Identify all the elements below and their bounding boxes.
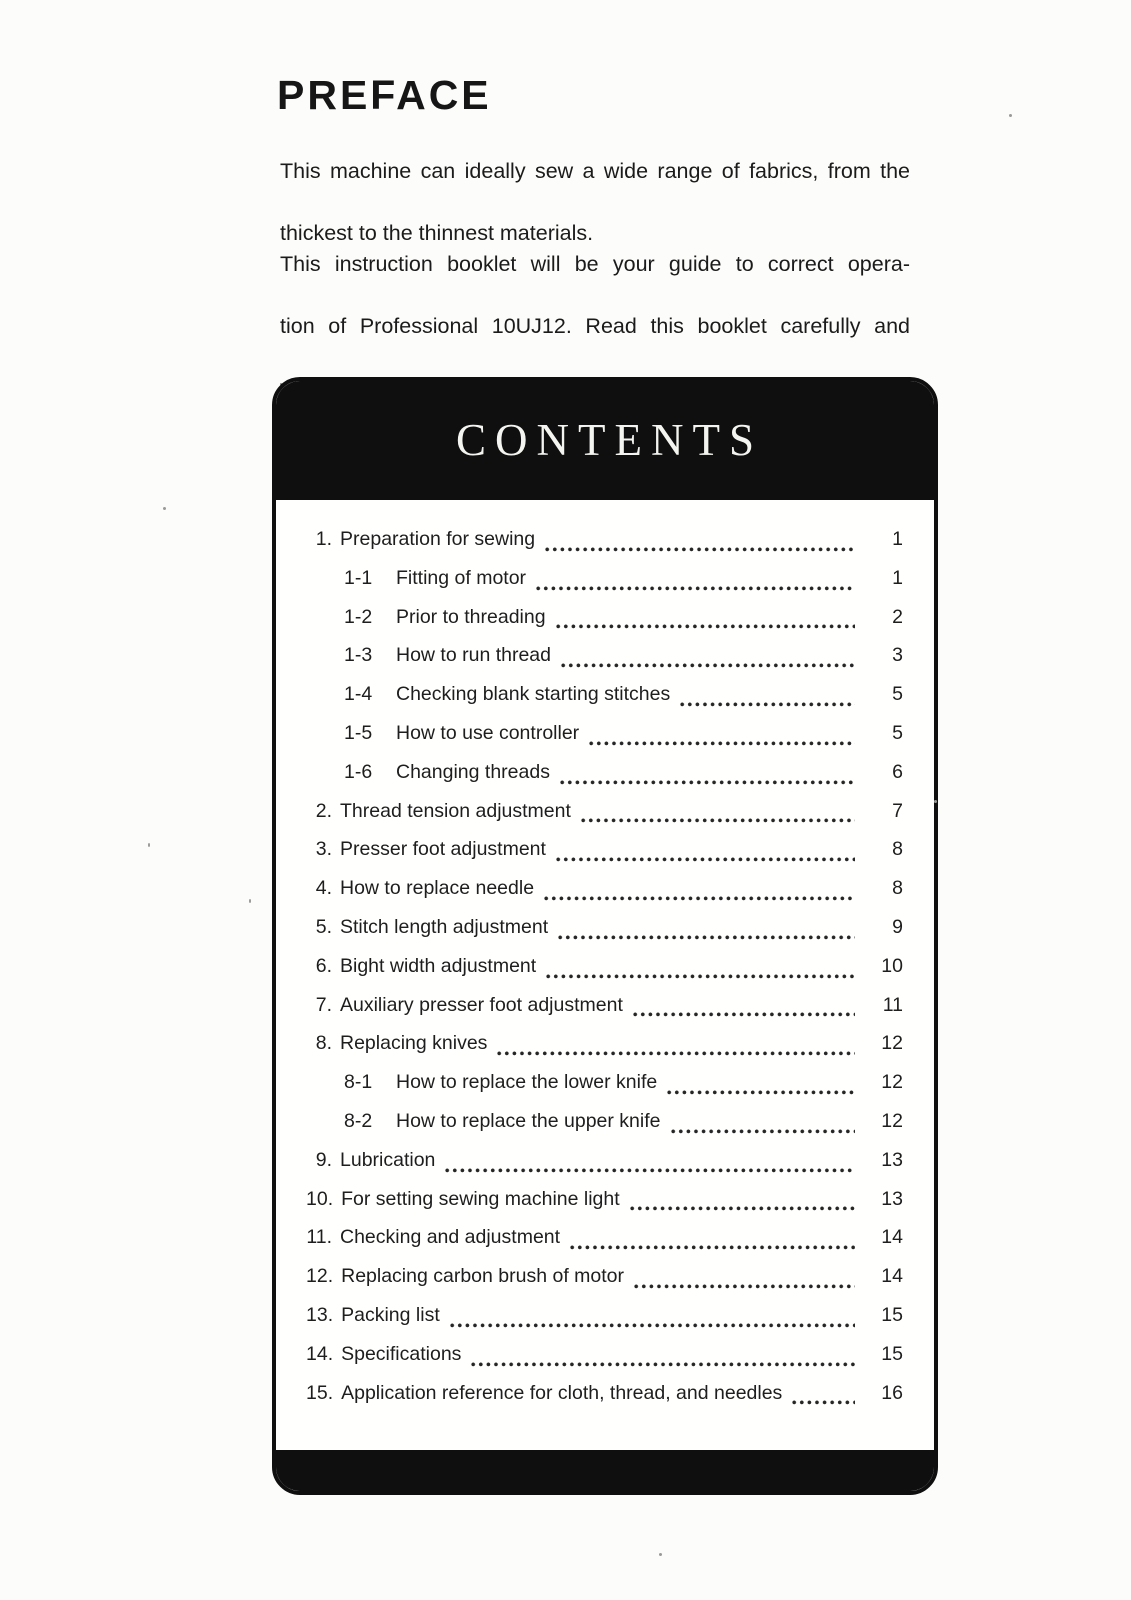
toc-item-page: 12 xyxy=(881,1032,903,1055)
toc-row xyxy=(306,800,903,839)
toc-dot-leader xyxy=(545,547,855,552)
toc-item-number: 13. xyxy=(306,1303,334,1326)
preface-line: This machine can ideally sew a wide range of fabrics, from the xyxy=(280,159,910,183)
toc-item-label: For setting sewing machine light xyxy=(341,1187,620,1210)
preface-title: PREFACE xyxy=(277,72,492,118)
toc-dot-leader xyxy=(570,1245,855,1250)
toc-item-label: Packing list xyxy=(341,1303,440,1326)
contents-header xyxy=(275,380,935,500)
toc-item-page: 9 xyxy=(892,915,903,938)
toc-item-page: 14 xyxy=(881,1226,903,1249)
toc-item-number: 1-1 xyxy=(344,566,373,589)
toc-dot-leader xyxy=(556,857,855,862)
toc-dot-leader xyxy=(471,1362,855,1367)
toc-dot-leader xyxy=(671,1129,856,1134)
toc-row xyxy=(306,916,903,955)
toc-dot-leader xyxy=(581,818,855,823)
toc-item-page: 14 xyxy=(881,1265,903,1288)
toc-item-label: Application reference for cloth, thread, and needles xyxy=(341,1381,783,1404)
scan-speck xyxy=(1009,114,1012,117)
toc-item-label: Checking blank starting stitches xyxy=(396,683,671,706)
toc-item-page: 16 xyxy=(881,1381,903,1404)
toc-row xyxy=(306,1032,903,1071)
toc-item-number: 8-1 xyxy=(344,1071,373,1094)
toc-row xyxy=(306,1382,903,1421)
toc-item-number: 9. xyxy=(315,1148,332,1171)
toc-item-label: How to replace needle xyxy=(340,877,535,900)
toc-item-number: 1-4 xyxy=(344,683,373,706)
toc-row xyxy=(306,722,903,761)
toc-item-number: 1-2 xyxy=(344,605,373,628)
toc-item-label: Stitch length adjustment xyxy=(340,915,549,938)
toc-item-page: 3 xyxy=(892,644,903,667)
toc-list xyxy=(276,500,934,1450)
toc-dot-leader xyxy=(450,1323,855,1328)
toc-item-page: 7 xyxy=(892,799,903,822)
toc-item-number: 8-2 xyxy=(344,1109,373,1132)
toc-item-number: 1. xyxy=(315,528,332,550)
toc-item-label: How to run thread xyxy=(396,644,552,667)
toc-dot-leader xyxy=(680,702,855,707)
toc-row xyxy=(306,644,903,683)
preface-paragraph xyxy=(280,156,910,404)
toc-item-label: Auxiliary presser foot adjustment xyxy=(340,993,623,1016)
toc-row xyxy=(306,1149,903,1188)
toc-item-label: Replacing carbon brush of motor xyxy=(341,1265,625,1288)
toc-dot-leader xyxy=(497,1051,855,1056)
preface-line: thickest to the thinnest materials. xyxy=(280,221,594,245)
toc-item-page: 15 xyxy=(881,1342,903,1365)
scan-speck xyxy=(934,800,937,803)
toc-dot-leader xyxy=(556,624,855,629)
toc-item-page: 1 xyxy=(892,566,903,589)
toc-row xyxy=(306,567,903,606)
toc-item-label: How to use controller xyxy=(396,721,580,744)
toc-item-number: 1-3 xyxy=(344,644,373,667)
toc-dot-leader xyxy=(634,1284,855,1289)
toc-item-page: 15 xyxy=(881,1303,903,1326)
toc-item-number: 8. xyxy=(315,1032,332,1055)
toc-dot-leader xyxy=(667,1090,855,1095)
toc-item-label: Presser foot adjustment xyxy=(340,838,546,861)
toc-item-label: Thread tension adjustment xyxy=(340,799,571,822)
preface-line: tion of Professional 10UJ12. Read this booklet carefully and xyxy=(280,314,910,338)
toc-item-number: 7. xyxy=(315,993,332,1016)
toc-item-label: Prior to threading xyxy=(396,605,546,628)
toc-item-label: Changing threads xyxy=(396,760,550,783)
toc-item-page: 13 xyxy=(881,1187,903,1210)
toc-item-label: Checking and adjustment xyxy=(340,1226,561,1249)
toc-row xyxy=(306,1071,903,1110)
toc-item-page: 8 xyxy=(892,838,903,861)
toc-item-number: 2. xyxy=(315,799,332,822)
toc-item-number: 1-6 xyxy=(344,760,373,783)
toc-row xyxy=(306,606,903,645)
toc-item-label: How to replace the upper knife xyxy=(396,1109,661,1132)
toc-row xyxy=(306,1188,903,1227)
toc-item-label: Fitting of motor xyxy=(396,566,527,589)
toc-dot-leader xyxy=(561,663,855,668)
toc-item-label: How to replace the lower knife xyxy=(396,1071,658,1094)
toc-item-number: 3. xyxy=(315,838,332,861)
contents-panel xyxy=(272,377,938,1495)
toc-row xyxy=(306,1226,903,1265)
toc-row xyxy=(306,1265,903,1304)
scan-speck xyxy=(249,899,251,903)
contents-footer-bar xyxy=(275,1450,935,1492)
toc-item-label: Replacing knives xyxy=(340,1032,488,1055)
toc-dot-leader xyxy=(633,1012,855,1017)
toc-dot-leader xyxy=(445,1168,855,1173)
toc-item-page: 6 xyxy=(892,760,903,783)
toc-dot-leader xyxy=(546,974,855,979)
toc-row xyxy=(306,761,903,800)
preface-line: This instruction booklet will be your guide to correct opera- xyxy=(280,252,910,276)
toc-item-number: 11. xyxy=(306,1226,332,1249)
toc-item-label: Bight width adjustment xyxy=(340,954,537,977)
toc-item-page: 10 xyxy=(881,954,903,977)
toc-item-label: Preparation for sewing xyxy=(340,528,536,550)
contents-title: CONTENTS xyxy=(456,415,763,465)
toc-item-page: 2 xyxy=(892,605,903,628)
toc-item-page: 12 xyxy=(881,1109,903,1132)
scan-speck xyxy=(659,1553,662,1556)
toc-row xyxy=(306,1343,903,1382)
toc-item-number: 5. xyxy=(315,915,332,938)
toc-row xyxy=(306,838,903,877)
toc-item-label: Lubrication xyxy=(340,1148,436,1171)
toc-dot-leader xyxy=(544,896,855,901)
toc-item-number: 1-5 xyxy=(344,721,373,744)
toc-item-number: 15. xyxy=(306,1381,334,1404)
toc-item-page: 12 xyxy=(881,1071,903,1094)
toc-item-page: 8 xyxy=(892,877,903,900)
toc-item-number: 12. xyxy=(306,1265,334,1288)
toc-row xyxy=(306,683,903,722)
toc-item-label: Specifications xyxy=(341,1342,462,1365)
toc-row xyxy=(306,1304,903,1343)
toc-item-page: 11 xyxy=(882,993,903,1016)
toc-dot-leader xyxy=(560,780,855,785)
toc-dot-leader xyxy=(630,1206,855,1211)
toc-row xyxy=(306,955,903,994)
toc-row xyxy=(306,528,903,567)
toc-row xyxy=(306,994,903,1033)
toc-item-number: 4. xyxy=(315,877,332,900)
toc-dot-leader xyxy=(589,741,855,746)
toc-row xyxy=(306,1110,903,1149)
toc-row xyxy=(306,877,903,916)
toc-item-number: 10. xyxy=(306,1187,334,1210)
toc-item-page: 5 xyxy=(892,683,903,706)
toc-dot-leader xyxy=(558,935,855,940)
scan-speck xyxy=(163,507,166,510)
toc-item-page: 5 xyxy=(892,721,903,744)
toc-dot-leader xyxy=(792,1400,855,1405)
toc-item-number: 14. xyxy=(306,1342,334,1365)
toc-dot-leader xyxy=(536,586,855,591)
toc-item-page: 13 xyxy=(881,1148,903,1171)
scan-speck xyxy=(148,843,150,847)
toc-item-page: 1 xyxy=(892,528,903,550)
toc-item-number: 6. xyxy=(315,954,332,977)
